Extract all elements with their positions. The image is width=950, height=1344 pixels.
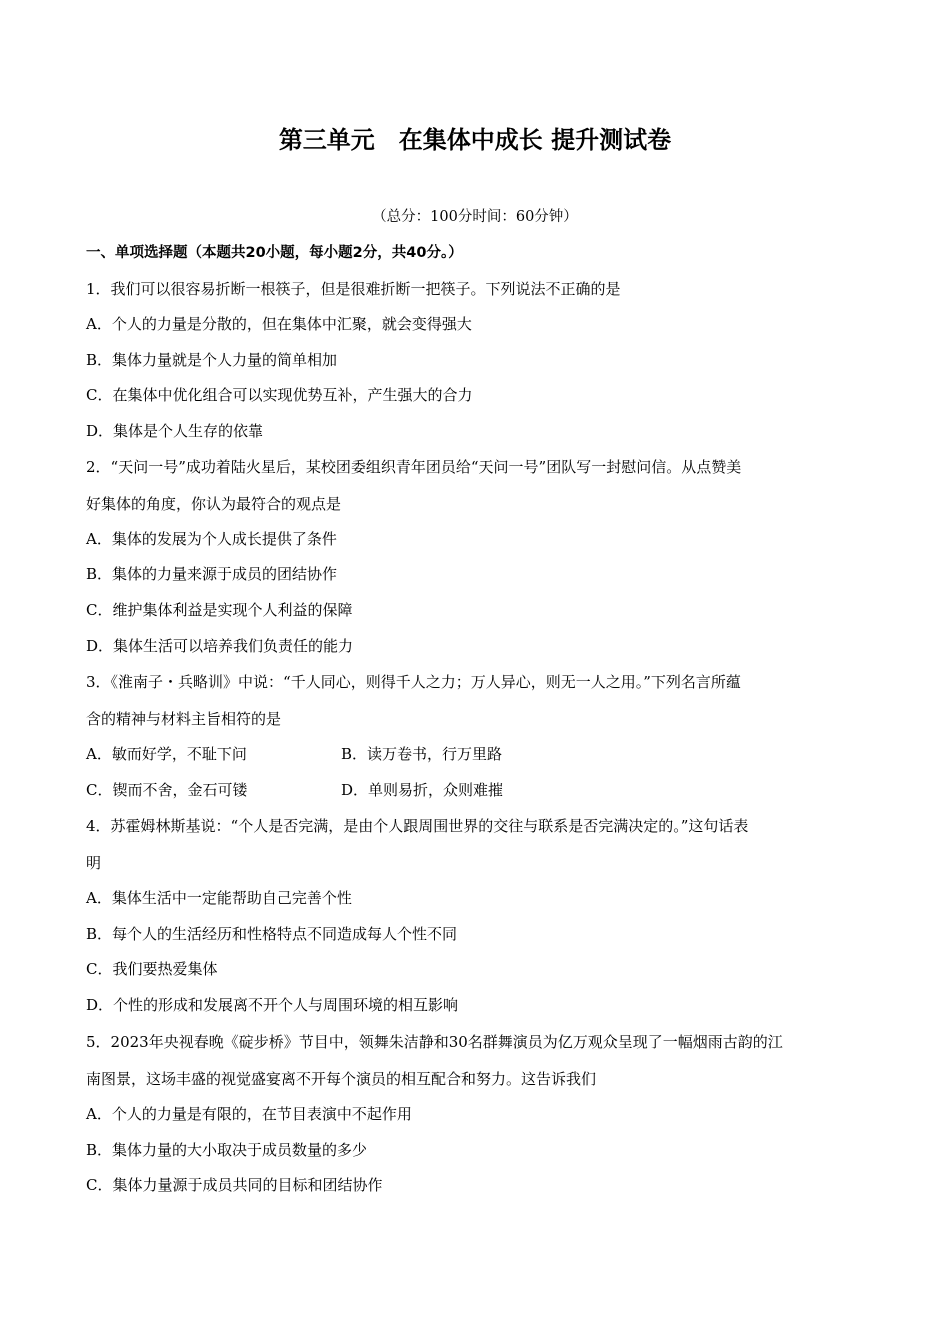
question-2-option-a: A．集体的发展为个人成长提供了条件 <box>86 530 337 548</box>
question-2-option-c: C．维护集体利益是实现个人利益的保障 <box>86 601 353 619</box>
question-5-option-a: A．个人的力量是有限的，在节目表演中不起作用 <box>86 1105 412 1123</box>
question-4-option-d: D．个性的形成和发展离不开个人与周围环境的相互影响 <box>86 996 459 1014</box>
question-2-option-b: B．集体的力量来源于成员的团结协作 <box>86 565 338 583</box>
question-1-option-c: C．在集体中优化组合可以实现优势互补，产生强大的合力 <box>86 386 473 404</box>
exam-info: （总分：100分时间：60分钟） <box>372 209 578 225</box>
question-3-stem-line-1: 3．《淮南子・兵略训》中说：“千人同心，则得千人之力；万人异心，则无一人之用。”下列名言所蕴 <box>86 673 741 691</box>
question-3-stem-line-2: 含的精神与材料主旨相符的是 <box>86 710 282 728</box>
page-title: 第三单元 在集体中成长 提升测试卷 <box>278 126 672 154</box>
question-5-stem-line-1: 5．2023年央视春晚《碇步桥》节目中，领舞朱洁静和30名群舞演员为亿万观众呈现了一幅烟雨古韵的江 <box>86 1033 783 1051</box>
question-3-options-row-2 <box>86 779 866 801</box>
question-4-option-a: A．集体生活中一定能帮助自己完善个性 <box>86 889 352 907</box>
question-3-option-d: D．单则易折，众则难摧 <box>341 781 504 799</box>
question-4-option-c: C．我们要热爱集体 <box>86 960 218 978</box>
question-5-option-c: C．集体力量源于成员共同的目标和团结协作 <box>86 1176 383 1194</box>
question-1-option-a: A．个人的力量是分散的，但在集体中汇聚，就会变得强大 <box>86 315 472 333</box>
question-3-option-a: A．敏而好学，不耻下问 <box>86 745 247 763</box>
question-3-option-c: C．锲而不舍，金石可镂 <box>86 781 248 799</box>
question-2-stem-line-2: 好集体的角度，你认为最符合的观点是 <box>86 495 342 513</box>
question-2-option-d: D．集体生活可以培养我们负责任的能力 <box>86 637 354 655</box>
question-3-option-b: B．读万卷书，行万里路 <box>341 745 503 763</box>
question-1-option-b: B．集体力量就是个人力量的简单相加 <box>86 351 338 369</box>
question-4-stem-line-1: 4．苏霍姆林斯基说：“个人是否完满，是由个人跟周围世界的交往与联系是否完满决定的。”这句话表 <box>86 817 749 835</box>
question-5-stem-line-2: 南图景，这场丰盛的视觉盛宴离不开每个演员的相互配合和努力。这告诉我们 <box>86 1070 597 1088</box>
question-1-stem: 1．我们可以很容易折断一根筷子，但是很难折断一把筷子。下列说法不正确的是 <box>86 280 621 298</box>
question-4-stem-line-2: 明 <box>86 854 102 872</box>
question-2-stem-line-1: 2．“天问一号”成功着陆火星后，某校团委组织青年团员给“天问一号”团队写一封慰问信。从点赞美 <box>86 458 742 476</box>
section-heading: 一、单项选择题（本题共20小题，每小题2分，共40分。） <box>86 245 463 261</box>
question-5-option-b: B．集体力量的大小取决于成员数量的多少 <box>86 1141 368 1159</box>
question-1-option-d: D．集体是个人生存的依靠 <box>86 422 264 440</box>
question-3-options-row-1 <box>86 743 866 765</box>
question-4-option-b: B．每个人的生活经历和性格特点不同造成每人个性不同 <box>86 925 458 943</box>
